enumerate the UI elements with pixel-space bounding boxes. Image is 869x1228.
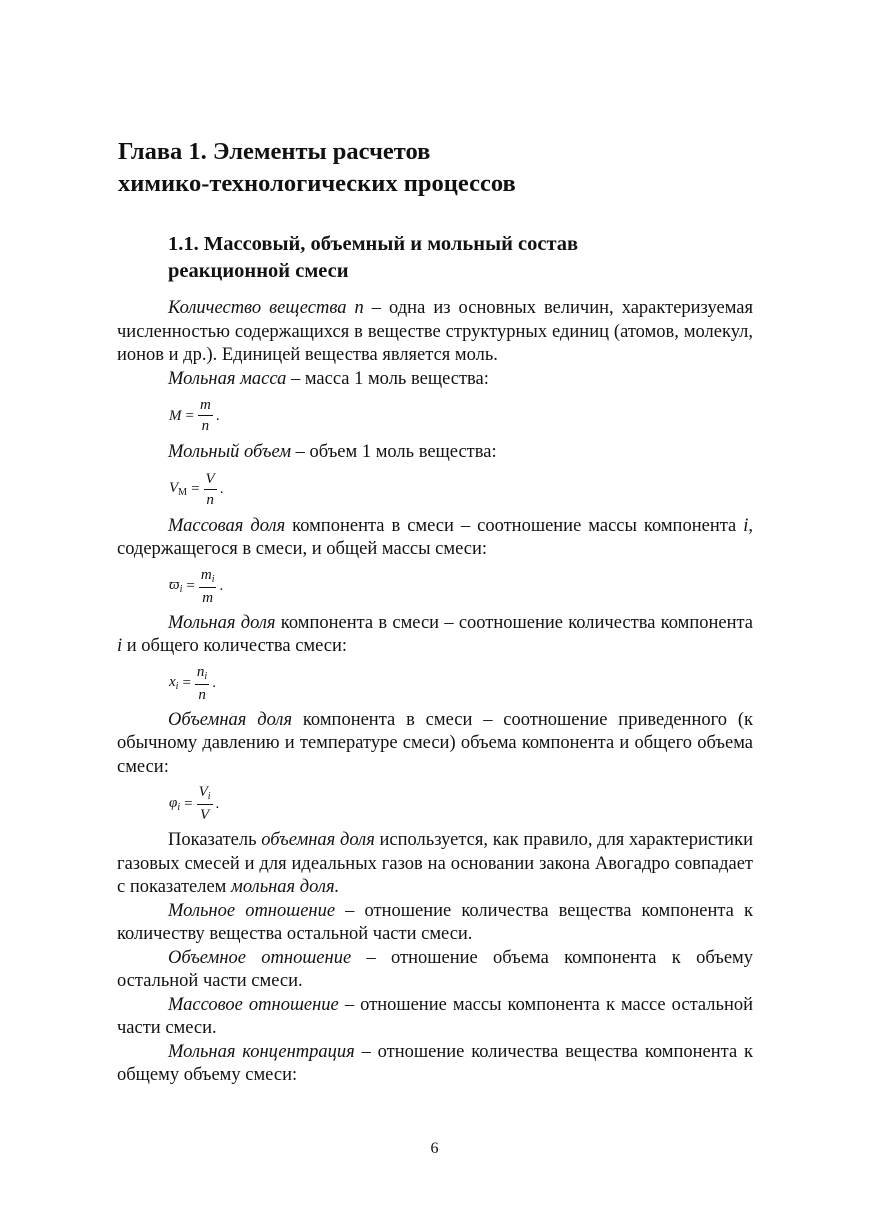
page-number: 6 bbox=[430, 1140, 439, 1157]
chapter-title-line-1: Глава 1. Элементы расчетов bbox=[118, 138, 431, 165]
formula-mole-fraction: $x_i$ = $\frac{n_i}{n}$ . bbox=[169, 663, 216, 703]
formula-molar-volume: $V_М$ = $\frac{V}{n}$ . bbox=[169, 470, 224, 508]
term: Массовая доля bbox=[168, 515, 286, 536]
paragraph-mole-ratio: Мольное отношение – отношение количества вещества компонента к количеству вещества остальной части смеси. bbox=[117, 900, 753, 944]
paragraph-molar-volume: Мольный объем – объем 1 моль вещества: bbox=[168, 442, 497, 462]
term: Мольное отношение bbox=[168, 900, 336, 921]
term: Мольная концентрация bbox=[168, 1041, 355, 1062]
term: Мольный объем bbox=[168, 442, 292, 462]
section-title bbox=[168, 231, 758, 285]
formula-volume-fraction: $\varphi_i$ = $\frac{V_i}{V}$ . bbox=[169, 784, 220, 823]
term: Количество вещества n bbox=[168, 298, 364, 318]
paragraph-amount: Количество вещества n – одна из основных величин, характеризуемая численностью содержащихся в веществе структурных единиц (атомов, молекул, ионов и др.). Единицей вещества является моль. bbox=[117, 298, 753, 365]
paragraph-indicator: Показатель объемная доля используется, как правило, для характеристики газовых смесей и для идеальных газов на основании закона Авогадро совпадает с показателем мольная доля. bbox=[117, 830, 753, 897]
fraction: $\frac{n_i}{n}$ bbox=[196, 663, 208, 703]
body-text bbox=[117, 297, 753, 1088]
section-title-line-1: 1.1. Массовый, объемный и мольный состав bbox=[168, 233, 579, 255]
term: объемная доля bbox=[261, 830, 375, 850]
chapter-title-line-2: химико-технологических процессов bbox=[118, 170, 516, 197]
term: Мольная масса bbox=[168, 368, 287, 389]
term: Массовое отношение bbox=[168, 994, 339, 1015]
fraction: $\frac{m}{n}$ bbox=[199, 397, 211, 434]
paragraph-volume-ratio: Объемное отношение – отношение объема компонента к объему остальной части смеси. bbox=[117, 947, 753, 991]
term: Объемное отношение bbox=[168, 947, 352, 968]
term: мольная доля. bbox=[231, 877, 340, 897]
fraction: $\frac{m_i}{m}$ bbox=[200, 566, 215, 606]
paragraph-mole-fraction: Мольная доля компонента в смеси – соотношение количества компонента i и общего количества смеси: bbox=[117, 612, 754, 656]
formula-molar-mass: M = $\frac{m}{n}$ . bbox=[169, 397, 220, 434]
paragraph-volume-fraction: Объемная доля компонента в смеси – соотношение приведенного (к обычному давлению и температуре смеси) объема компонента и общего объема смеси: bbox=[117, 709, 753, 777]
term: Объемная доля bbox=[168, 709, 293, 730]
paragraph-mass-ratio: Массовое отношение – отношение массы компонента к массе остальной части смеси. bbox=[117, 994, 753, 1038]
chapter-title bbox=[118, 136, 758, 200]
fraction: $\frac{V_i}{V}$ bbox=[198, 784, 211, 823]
term: Мольная доля bbox=[168, 612, 276, 633]
paragraph-molar-mass: Мольная масса – масса 1 моль вещества: bbox=[168, 368, 489, 389]
section-title-line-2: реакционной смеси bbox=[168, 260, 349, 282]
paragraph-mass-fraction: Массовая доля компонента в смеси – соотношение массы компонента i, содержащегося в смеси, и общей массы смеси: bbox=[117, 515, 753, 559]
fraction: $\frac{V}{n}$ bbox=[205, 470, 215, 508]
paragraph-molar-concentration: Мольная концентрация – отношение количества вещества компонента к общему объему смеси: bbox=[117, 1041, 753, 1085]
formula-mass-fraction: $ϖ_i$ = $\frac{m_i}{m}$ . bbox=[169, 566, 224, 606]
